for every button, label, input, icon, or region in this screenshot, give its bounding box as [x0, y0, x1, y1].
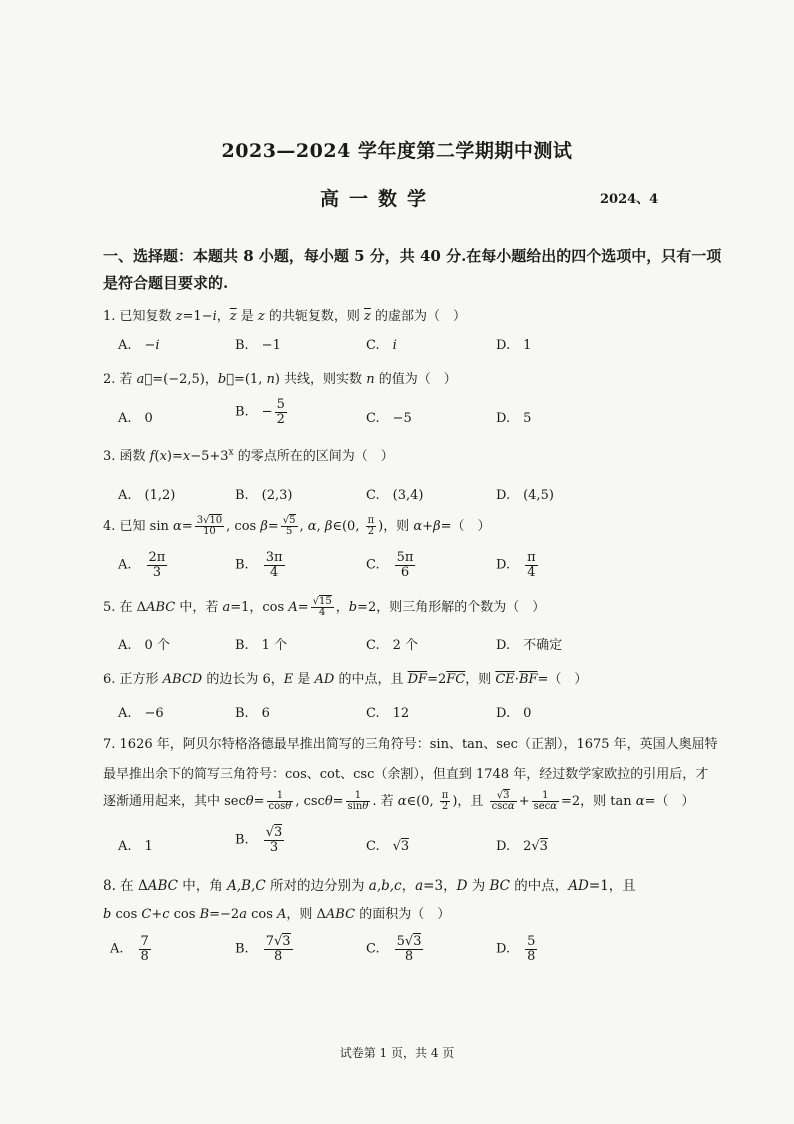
question-8-line2: b cos C+c cos B=−2a cos A，则 ΔABC 的面积为（ ）	[103, 907, 451, 922]
q2-option-b: B. − $\frac{5}{2}$	[235, 397, 285, 427]
question-3: 3. 函数 $f(x)=x-5+3^x$ 的零点所在的区间为（ ）	[103, 447, 394, 464]
question-6: 6. 正方形 ABCD 的边长为 6，E 是 AD 的中点，且 $\overline{DF}=2\overline{FC}$，则 $\overline{CE}\cdot\overline{BF}=$（ ）	[103, 672, 588, 687]
question-4: 4. 已知 sin α= $\frac{3√10}{10}$ , cos β= $\frac{√5}{5}$ , α, β∈(0, $\frac{\pi}{2}$ )，则 α+β=（ ）	[103, 514, 491, 537]
q6-option-c: C. 12	[366, 706, 410, 721]
question-8-line1: 8. 在 ΔABC 中，角 A,B,C 所对的边分别为 a,b,c，a=3，D 为 BC 的中点，AD=1，且	[103, 878, 636, 894]
q7-option-b: B. $\frac{√3}{3}$	[235, 825, 283, 855]
q8-option-b: B. $\frac{7√3}{8}$	[235, 934, 291, 964]
q8-option-a: A. $\frac{7}{8}$	[110, 934, 149, 964]
q6-option-d: D. 0	[496, 706, 532, 721]
exam-title: 2023—2024 学年度第二学期期中测试	[221, 140, 573, 162]
question-1: 1. 已知复数 z=1−i，$\overline{z}$ 是 z 的共轭复数，则 $\overline{z}$ 的虚部为（ ）	[103, 309, 467, 324]
q5-option-a: A. 0 个	[118, 638, 170, 653]
q5-option-d: D. 不确定	[496, 638, 563, 653]
q7-option-a: A. 1	[118, 839, 153, 854]
q2-option-d: D. 5	[496, 411, 532, 426]
q8-option-d: D. $\frac{5}{8}$	[496, 934, 536, 964]
q5-option-c: C. 2 个	[366, 638, 419, 653]
q8-option-c: C. $\frac{5√3}{8}$	[366, 934, 422, 964]
q4-option-d: D. $\frac{\pi}{4}$	[496, 550, 536, 580]
q1-option-c: C. i	[366, 338, 397, 353]
q6-option-b: B. 6	[235, 706, 270, 721]
question-7-line3: 逐渐通用起来，其中 secθ= $\frac{1}{\cos\theta}$ , cscθ= $\frac{1}{\sin\theta}$ . 若 α∈(0, $\frac{\pi}{2}$ )，且 $\frac{√3}{\csc\alpha}$ + $\frac{1}{\sec\alpha}$ =2，则 tan α=（ ）	[103, 789, 695, 812]
q7-option-c: C. √3	[366, 839, 410, 854]
q3-option-b: B. (2,3)	[235, 488, 293, 503]
subject-title: 高一数学	[320, 188, 437, 210]
question-7-line2: 最早推出余下的简写三角符号：cos、cot、csc（余割），但直到 1748 年，经过数学家欧拉的引用后，才	[103, 767, 709, 782]
page-footer: 试卷第 1 页，共 4 页	[339, 1046, 455, 1060]
q1-option-b: B. −1	[235, 338, 281, 353]
exam-date: 2024、4	[600, 192, 659, 207]
question-5: 5. 在 ΔABC 中，若 a=1，cos A= $\frac{√15}{4}$ ，b=2，则三角形解的个数为（ ）	[103, 595, 546, 618]
q1-option-a: A. −i	[118, 338, 160, 353]
question-7-line1: 7. 1626 年，阿贝尔特格洛德最早推出简写的三角符号：sin、tan、sec（正割），1675 年，英国人奥屈特	[103, 737, 718, 752]
q4-option-a: A. $\frac{2\pi}{3}$	[118, 550, 166, 580]
section-heading-line2: 是符合题目要求的.	[103, 274, 229, 292]
q1-option-d: D. 1	[496, 338, 532, 353]
q2-option-a: A. 0	[118, 411, 153, 426]
q3-option-a: A. (1,2)	[118, 488, 176, 503]
q4-option-c: C. $\frac{5\pi}{6}$	[366, 550, 414, 580]
q2-option-c: C. −5	[366, 411, 412, 426]
q4-option-b: B. $\frac{3\pi}{4}$	[235, 550, 283, 580]
question-2: 2. 若 a⃗=(−2,5)，b⃗=(1, n) 共线，则实数 n 的值为（ ）	[103, 372, 457, 387]
q6-option-a: A. −6	[118, 706, 164, 721]
q7-option-d: D. 2√3	[496, 839, 548, 854]
q5-option-b: B. 1 个	[235, 638, 288, 653]
q3-option-c: C. (3,4)	[366, 488, 424, 503]
q3-option-d: D. (4,5)	[496, 488, 554, 503]
section-heading-line1: 一、选择题：本题共 8 小题，每小题 5 分，共 40 分.在每小题给出的四个选项中，只有一项	[103, 247, 722, 265]
